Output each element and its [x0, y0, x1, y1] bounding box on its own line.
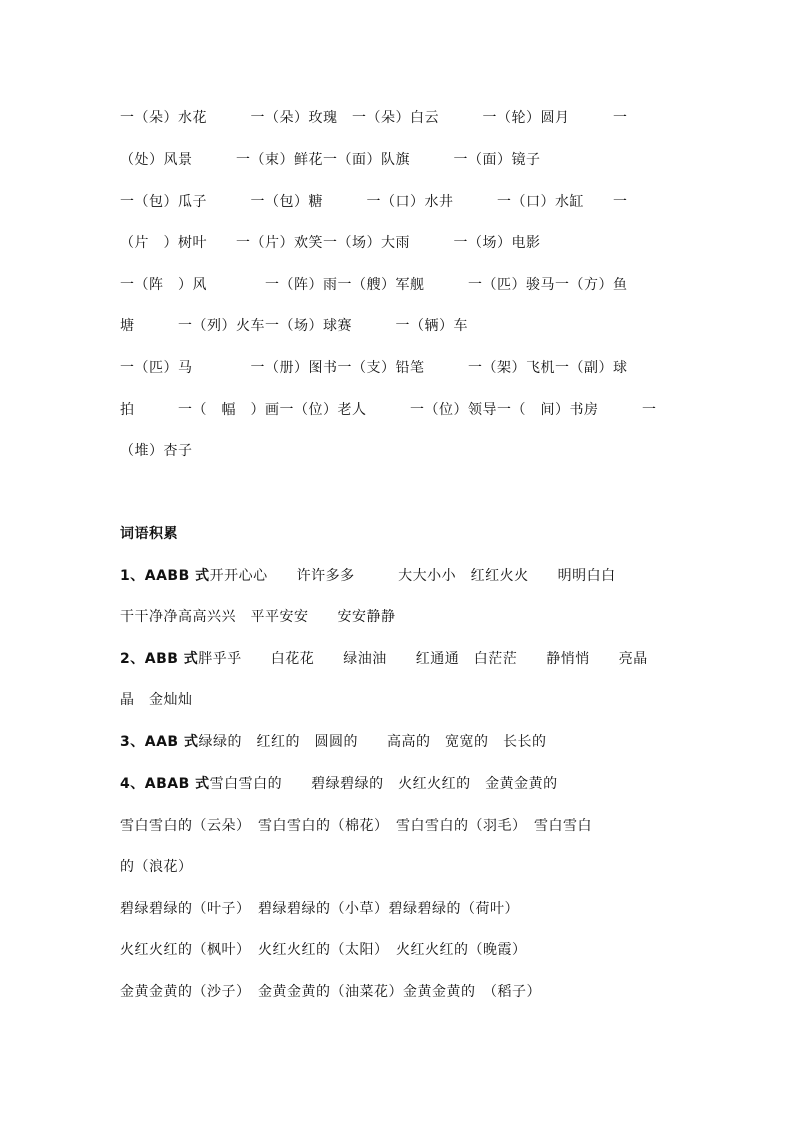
pattern-label: 1、AABB 式 — [120, 568, 210, 584]
pattern-label: 3、AAB 式 — [120, 734, 199, 750]
word-line — [120, 857, 680, 877]
word-line — [120, 690, 680, 710]
word-list: 火红火红的（枫叶） 火红火红的（太阳） 火红火红的（晚霞） — [120, 942, 527, 958]
measure-word-line: 一（包）瓜子 一（包）糖 一（口）水井 一（口）水缸 一 — [120, 194, 628, 210]
word-list: 晶 金灿灿 — [120, 692, 193, 708]
word-line — [120, 566, 680, 586]
word-line — [120, 982, 680, 1002]
word-line — [120, 607, 680, 627]
word-list: 干干净净高高兴兴 平平安安 安安静静 — [120, 609, 396, 625]
word-list: 金黄金黄的（沙子） 金黄金黄的（油菜花）金黄金黄的 （稻子） — [120, 984, 541, 1000]
measure-word-line: 一（阵 ）风 一（阵）雨一（艘）军舰 一（匹）骏马一（方）鱼 — [120, 277, 628, 293]
pattern-label: 2、ABB 式 — [120, 651, 199, 667]
word-list: 胖乎乎 白花花 绿油油 红通通 白茫茫 静悄悄 亮晶 — [198, 651, 648, 667]
measure-word-line: 塘 一（列）火车一（场）球赛 一（辆）车 — [120, 318, 468, 334]
word-line — [120, 899, 680, 919]
word-list: 开开心心 许许多多 大大小小 红红火火 明明白白 — [209, 568, 616, 584]
word-line — [120, 732, 680, 752]
word-line — [120, 649, 680, 669]
measure-word-line: 一（匹）马 一（册）图书一（支）铅笔 一（架）飞机一（副）球 — [120, 360, 628, 376]
word-line — [120, 774, 680, 794]
section-title: 词语积累 — [120, 526, 178, 542]
measure-word-line: （处）风景 一（束）鲜花一（面）队旗 一（面）镜子 — [120, 152, 541, 168]
word-line — [120, 816, 680, 836]
measure-word-line: （片 ）树叶 一（片）欢笑一（场）大雨 一（场）电影 — [120, 235, 541, 251]
word-line — [120, 940, 680, 960]
measure-word-line: 一（朵）水花 一（朵）玫瑰 一（朵）白云 一（轮）圆月 一 — [120, 110, 628, 126]
word-list: 的（浪花） — [120, 859, 193, 875]
word-list: 碧绿碧绿的（叶子） 碧绿碧绿的（小草）碧绿碧绿的（荷叶） — [120, 901, 519, 917]
measure-word-line: 拍 一（ 幅 ）画一（位）老人 一（位）领导一（ 间）书房 一 — [120, 402, 657, 418]
word-list: 绿绿的 红红的 圆圆的 高高的 宽宽的 长长的 — [198, 734, 547, 750]
word-list: 雪白雪白的（云朵） 雪白雪白的（棉花） 雪白雪白的（羽毛） 雪白雪白 — [120, 818, 592, 834]
pattern-label: 4、ABAB 式 — [120, 776, 210, 792]
word-list: 雪白雪白的 碧绿碧绿的 火红火红的 金黄金黄的 — [209, 776, 558, 792]
measure-word-line: （堆）杏子 — [120, 443, 193, 459]
